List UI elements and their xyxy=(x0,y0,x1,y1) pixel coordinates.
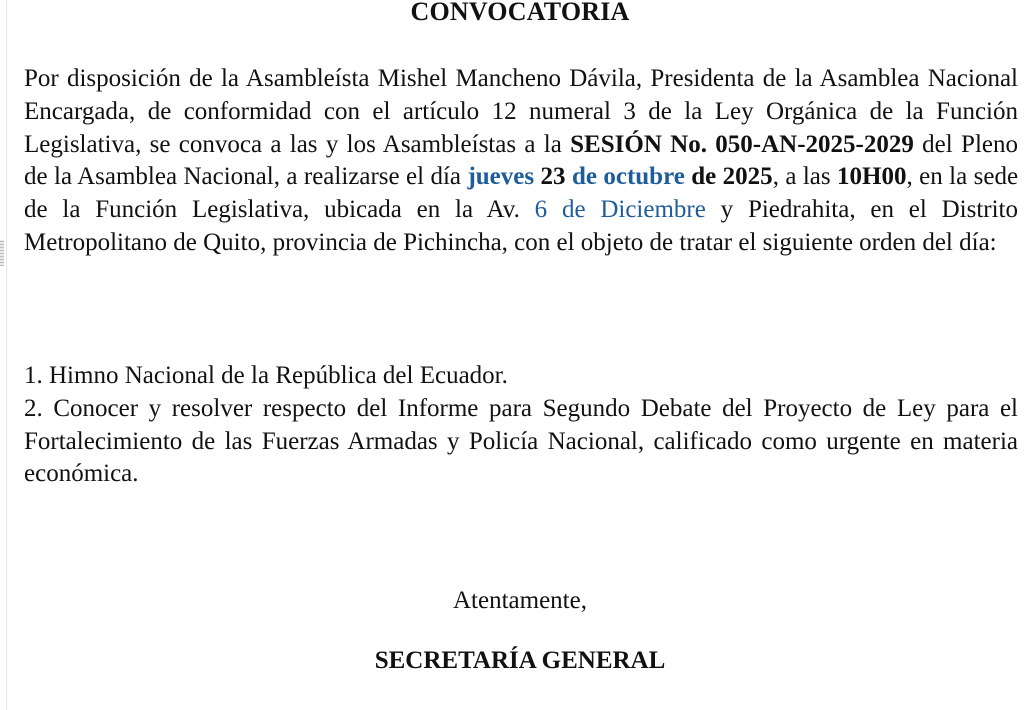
agenda-item: 1. Himno Nacional de la República del Ecuador. xyxy=(24,362,508,389)
date-de-link[interactable]: de xyxy=(571,163,597,191)
paragraph-part-5: y Piedrahita, en el Distrito Metropolitano de Quito, provincia de Pichincha, con el objeto de tratar el siguiente orden del día: xyxy=(24,196,1018,256)
resize-handle-icon[interactable] xyxy=(0,240,4,266)
session-number: SESIÓN No. 050-AN-2025-2029 xyxy=(570,130,914,158)
paragraph-part-3: , a las xyxy=(772,163,838,191)
date-day-name-link[interactable]: jueves xyxy=(467,163,535,191)
paragraph-part-4: , en la sede de la Función Legislativa, ubicada en la Av. xyxy=(24,163,1019,224)
signer-name: SECRETARÍA GENERAL xyxy=(374,647,666,674)
date-year: de 2025 xyxy=(691,163,773,191)
agenda-list xyxy=(24,360,1018,491)
paragraph-part-2: del Pleno de la Asamblea Nacional, a realizarse el día xyxy=(24,130,1018,191)
date-month-link[interactable]: octubre xyxy=(603,163,685,191)
document-title: CONVOCATORIA xyxy=(410,0,630,26)
convocation-paragraph xyxy=(24,63,1018,260)
paragraph-part-1: Por disposición de la Asambleísta Mishel Mancheno Dávila, Presidenta de la Asamblea Nacional Encargada, de conformidad con el artículo 12 numeral 3 de la Ley Orgánica de la Función Legislativa, se convoca a las y los Asambleístas a la xyxy=(24,65,1018,158)
avenue-link[interactable]: 6 de Diciembre xyxy=(534,196,706,224)
closing-salutation: Atentamente, xyxy=(453,587,587,614)
date-day-number: 23 xyxy=(540,163,566,191)
agenda-item: 2. Conocer y resolver respecto del Informe para Segundo Debate del Proyecto de Ley para el Fortalecimiento de las Fuerzas Armadas y Policía Nacional, calificado como urgente en materia económica. xyxy=(24,394,1018,488)
session-time: 10H00 xyxy=(837,163,907,191)
